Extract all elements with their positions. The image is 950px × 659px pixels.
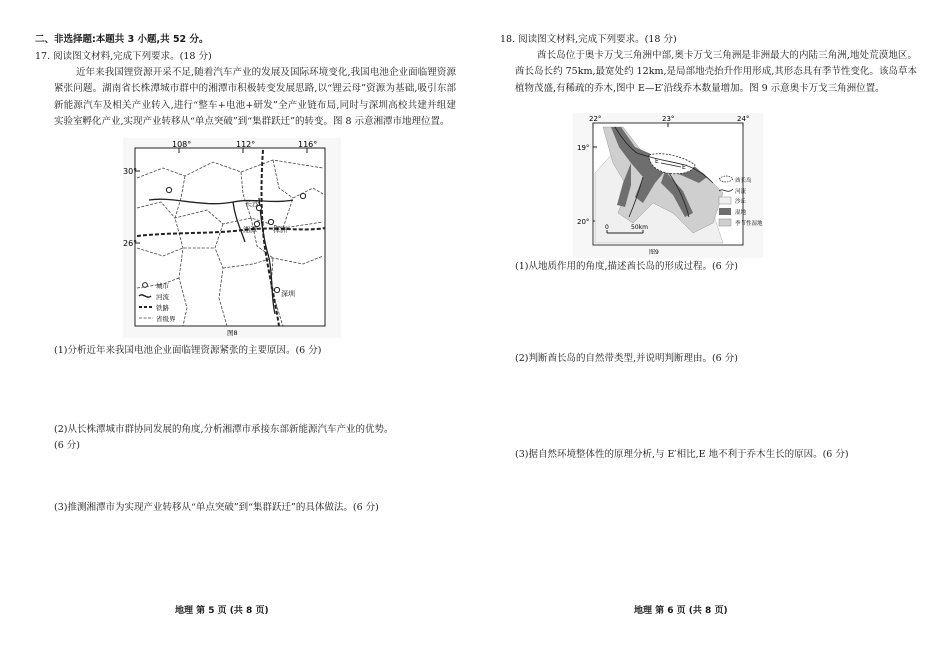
city-xiangtan: 湘潭 xyxy=(243,226,257,234)
lon-label-112: 112° xyxy=(236,140,256,149)
scale-zero: 0 xyxy=(605,224,609,231)
lat-label-30: 30° xyxy=(123,167,138,176)
legend-city: 城市 xyxy=(156,282,169,290)
q17-2-score: (6 分) xyxy=(54,440,80,451)
legend-province-boundary: 省级界 xyxy=(156,315,176,323)
q17-2: (2)从长株潭城市群协同发展的角度,分析湘潭市承接东部新能源汽车产业的优势。 xyxy=(54,424,394,435)
point-e-prime: E′ xyxy=(682,164,688,171)
page-footer-6: 地理 第 6 页 (共 8 页) xyxy=(634,606,728,616)
lon-label-22: 22° xyxy=(589,115,602,123)
lat-label-19: 19° xyxy=(577,144,590,152)
lat-label-20: 20° xyxy=(577,218,590,226)
q17-material: 近年来我国锂资源开采不足,随着汽车产业的发展及国际环境变化,我国电池企业面临锂资源紧张问题。湖南省长株潭城市群中的湘潭市积极转变发展思路,以“锂云母”资源为基础,吸引东部新能源汽车及相关产业转入,进行“整车+电池+研发”全产业链布局,同时与深圳高校共建并组建实验室孵化产业,实现产业转移从“单点突破”到“集群跃迁”的转变。图 8 示意湘潭市地理位置。 xyxy=(54,67,456,128)
q17-header: 17. 阅读图文材料,完成下列要求。(18 分) xyxy=(35,51,212,62)
q17-1: (1)分析近年来我国电池企业面临锂资源紧张的主要原因。(6 分) xyxy=(54,345,322,356)
lon-label-116: 116° xyxy=(298,140,318,149)
legend-dune: 沙丘 xyxy=(735,199,747,205)
page-6 xyxy=(475,0,950,659)
q18-header: 18. 阅读图文材料,完成下列要求。(18 分) xyxy=(500,34,677,45)
legend-railway: 铁路 xyxy=(156,304,169,312)
lat-label-26: 26° xyxy=(123,239,138,248)
figure-8-caption: 图8 xyxy=(227,329,238,337)
legend-wetland: 湿地 xyxy=(735,210,747,216)
city-shenzhen: 深圳 xyxy=(281,290,295,298)
point-e: E xyxy=(655,158,659,165)
lon-label-23: 23° xyxy=(662,115,675,123)
lon-label-108: 108° xyxy=(172,140,192,149)
scale-50km: 50km xyxy=(631,224,648,231)
figure-8-map xyxy=(123,138,341,338)
city-changsha: 长沙 xyxy=(245,200,259,208)
figure-9-caption: 图9 xyxy=(649,249,659,256)
figure-9-map xyxy=(573,113,763,258)
q18-3: (3)据自然环境整体性的原理分析,与 E′相比,E 地不利于乔木生长的原因。(6 分) xyxy=(515,449,849,460)
q17-3: (3)推测湘潭市为实现产业转移从“单点突破”到“集群跃迁”的具体做法。(6 分) xyxy=(54,502,379,513)
city-zhuzhou: 株洲 xyxy=(273,226,287,234)
legend-river: 河流 xyxy=(156,293,169,301)
lon-label-24: 24° xyxy=(737,115,750,123)
q18-material: 酋长岛位于奥卡万戈三角洲中部,奥卡万戈三角洲是非洲最大的内陆三角洲,地处荒漠地区。酋长岛长约 75km,最宽处约 12km,是局部地壳抬升作用形成,其形态具有季节性变化。该岛草本植物茂盛,有稀疏的乔木,图中 E—E′沿线乔木数量增加。图 9 示意奥卡万戈三角洲位置。 xyxy=(515,50,917,94)
legend-seasonal-wetland: 季节性湿地 xyxy=(735,221,763,227)
q18-1: (1)从地质作用的角度,描述酋长岛的形成过程。(6 分) xyxy=(515,261,738,272)
page-footer-5: 地理 第 5 页 (共 8 页) xyxy=(175,606,269,616)
q18-2: (2)判断酋长岛的自然带类型,并说明判断理由。(6 分) xyxy=(515,353,738,364)
legend-river: 河流 xyxy=(735,189,747,195)
section-title: 二、非选择题:本题共 3 小题,共 52 分。 xyxy=(35,34,209,45)
legend-chiefs-island: 酋长岛 xyxy=(735,178,752,184)
